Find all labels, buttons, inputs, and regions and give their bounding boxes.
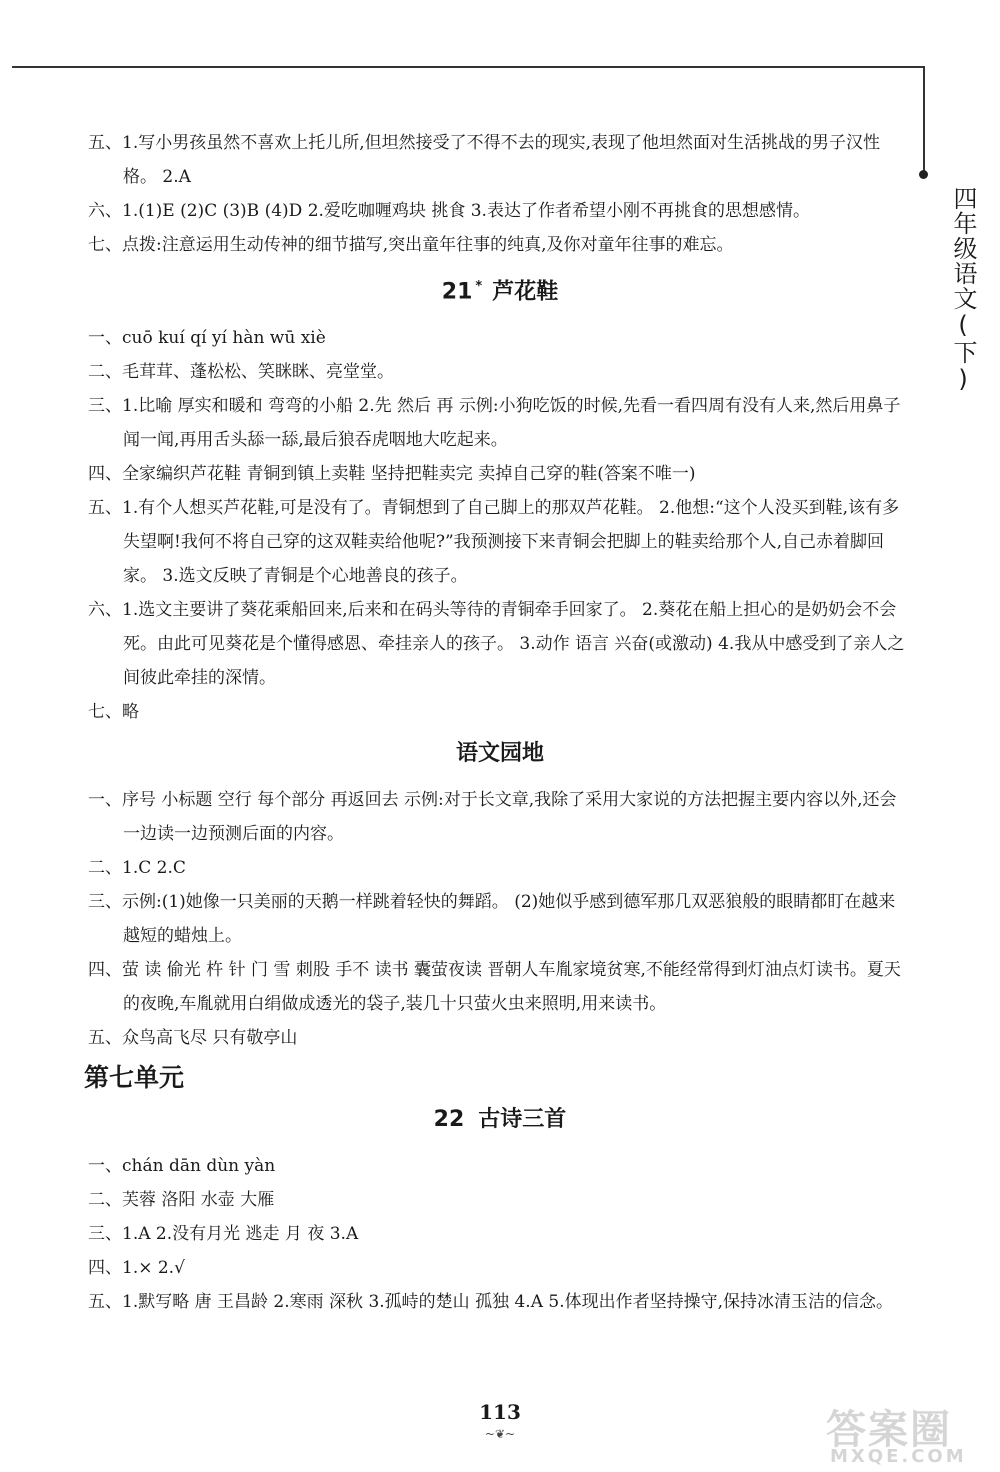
answer-line: 三、示例:(1)她像一只美丽的天鹅一样跳着轻快的舞蹈。 (2)她似乎感到德军那几双恶狼般的眼睛都盯在越来越短的蜡烛上。 [88,892,896,947]
lesson-number: 21 [441,279,473,305]
answer-line: 五、1.有个人想买芦花鞋,可是没有了。青铜想到了自己脚上的那双芦花鞋。 2.他想:“这个人没买到鞋,该有多失望啊!我何不将自己穿的这双鞋卖给他呢?”我预测接下来青铜会把脚上的鞋卖给那个人,自己赤着脚回家。 3.选文反映了青铜是个心地善良的孩子。 [88,498,900,587]
watermark-sub-text: MXQE.COM [830,1446,967,1467]
lesson-title [88,739,912,769]
answer-line: 六、1.选文主要讲了葵花乘船回来,后来和在码头等待的青铜牵手回家了。 2.葵花在船上担心的是奶奶会不会死。由此可见葵花是个懂得感恩、牵挂亲人的孩子。 3.动作 语言 兴奋(或激动) 4.我从中感受到了亲人之间彼此牵挂的深情。 [88,600,905,689]
answer-line: 五、1.默写略 唐 王昌龄 2.寒雨 深秋 3.孤峙的楚山 孤独 4.A 5.体现出作者坚持操守,保持冰清玉洁的信念。 [88,1292,894,1313]
answer-line: 一、序号 小标题 空行 每个部分 再返回去 示例:对于长文章,我除了采用大家说的方法把握主要内容以外,还会一边读一边预测后面的内容。 [88,790,897,845]
answer-line: 五、众鸟高飞尽 只有敬亭山 [88,1028,298,1049]
side-rule [923,66,925,174]
page-ornament: ~❦~ [484,1427,516,1441]
answer-line: 七、略 [88,702,139,723]
lesson-title-text: 语文园地 [455,741,544,767]
answer-line: 一、cuō kuí qí yí hàn wū xiè [88,328,326,349]
side-grade-label: 四年级语文(下) [949,186,977,394]
unit-heading: 第七单元 [84,1063,185,1093]
lesson-title-text: 古诗三首 [478,1107,567,1133]
answer-line: 四、全家编织芦花鞋 青铜到镇上卖鞋 坚持把鞋卖完 卖掉自己穿的鞋(答案不唯一) [88,464,696,485]
lesson-title [88,1105,912,1135]
answer-line: 四、萤 读 偷光 杵 针 门 雪 刺股 手不 读书 囊萤夜读 晋朝人车胤家境贫寒,不能经常得到灯油点灯读书。夏天的夜晚,车胤就用白绢做成透光的袋子,装几十只萤火虫来照明,用来读书。 [88,960,901,1015]
page-number: 113 [479,1400,521,1424]
answer-line: 二、毛茸茸、蓬松松、笑眯眯、亮堂堂。 [88,362,394,383]
answer-line: 四、1.× 2.√ [88,1258,185,1279]
answer-line: 七、点拨:注意运用生动传神的细节描写,突出童年往事的纯真,及你对童年往事的难忘。 [88,235,734,255]
answer-line: 二、芙蓉 洛阳 水壶 大雁 [88,1190,275,1211]
answer-line: 三、1.A 2.没有月光 逃走 月 夜 3.A [88,1224,359,1245]
answer-line: 一、chán dān dùn yàn [88,1156,276,1177]
watermark-logo [806,1398,996,1468]
lesson-mark: * [475,279,483,294]
answer-line: 五、1.写小男孩虽然不喜欢上托儿所,但坦然接受了不得不去的现实,表现了他坦然面对生活挑战的男子汉性格。 2.A [88,133,881,187]
answer-line: 三、1.比喻 厚实和暖和 弯弯的小船 2.先 然后 再 示例:小狗吃饭的时候,先看一看四周有没有人来,然后用鼻子闻一闻,再用舌头舔一舔,最后狼吞虎咽地大吃起来。 [88,396,901,451]
lesson-number: 22 [433,1107,465,1133]
side-dot [919,170,928,179]
watermark-main-text: 答案圈 [826,1407,952,1453]
lesson-title-text: 芦花鞋 [492,279,559,305]
lesson-title [88,272,912,307]
answer-line: 二、1.C 2.C [88,858,186,879]
header-rule [12,66,924,68]
answer-content [84,126,912,1319]
answer-line: 六、1.(1)E (2)C (3)B (4)D 2.爱吃咖喱鸡块 挑食 3.表达了作者希望小刚不再挑食的思想感情。 [88,201,810,221]
